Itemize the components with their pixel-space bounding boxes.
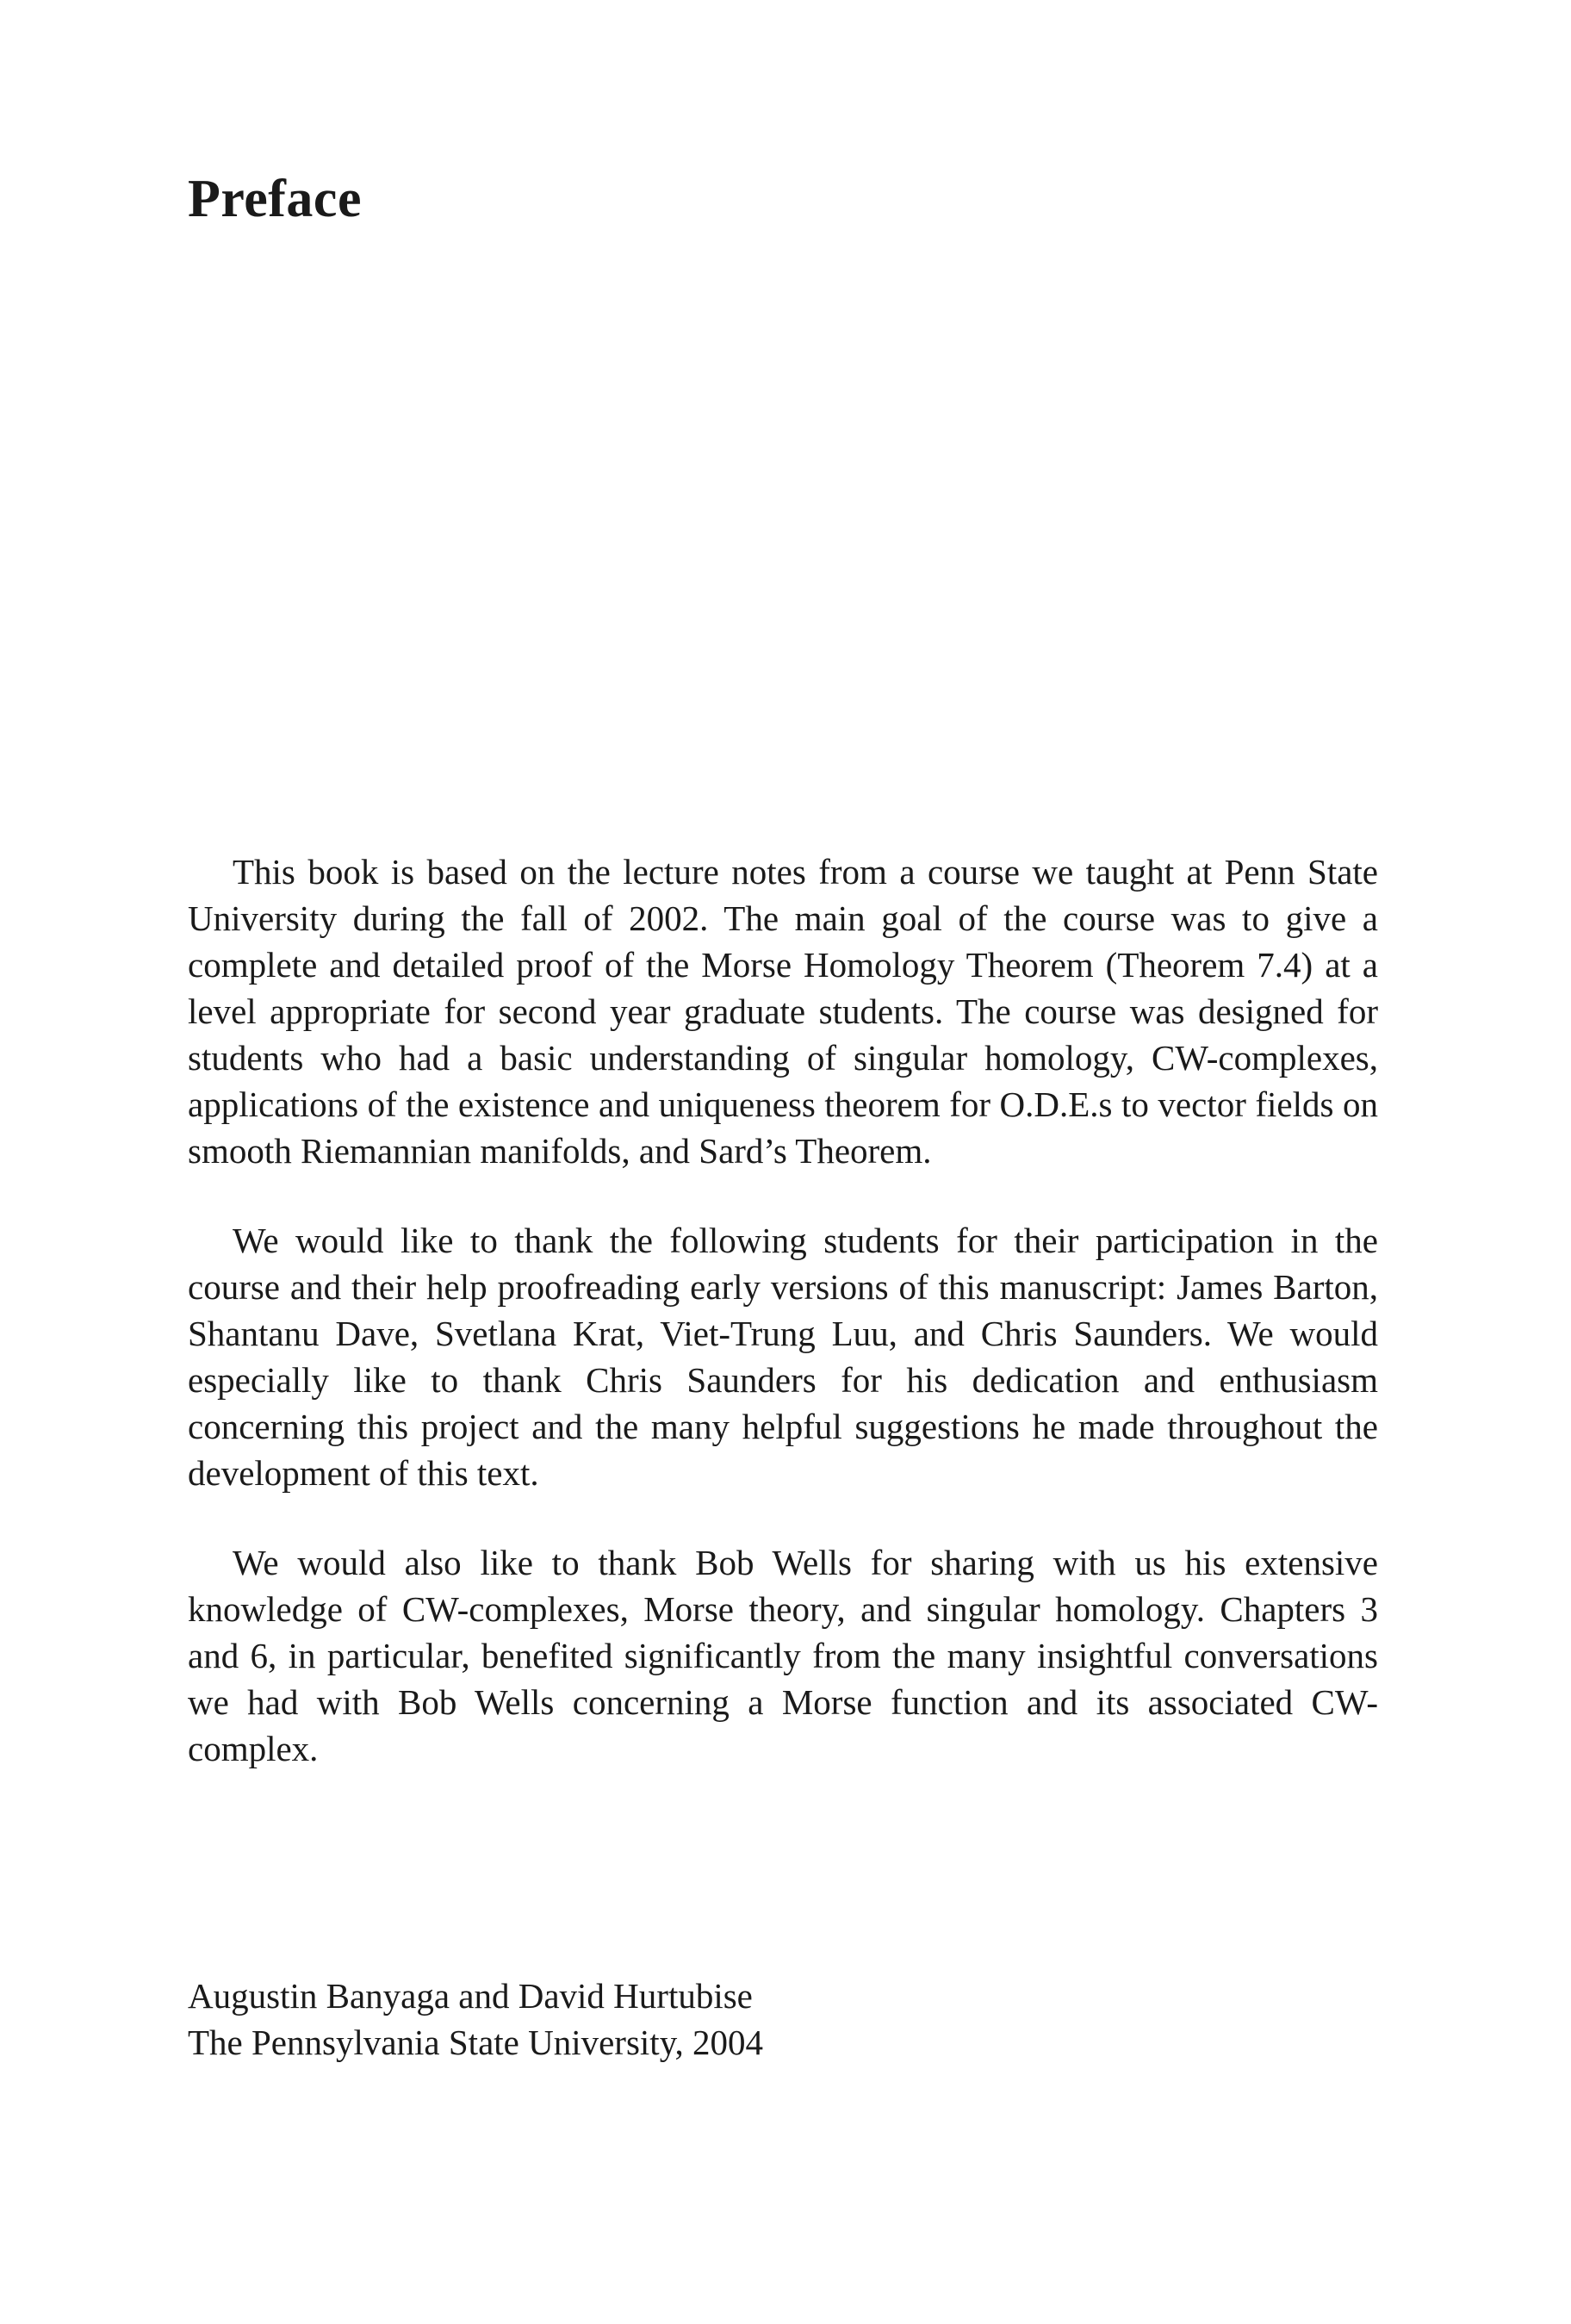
paragraph-bob-wells-thanks: We would also like to thank Bob Wells for sharing with us his extensive knowledge of CW-complexes, Morse theory, and singular homology. Chapters 3 and 6, in particular, benefited significantly from the many insightful conversations we had with Bob Wells concerning a Morse function and its associated CW-complex. — [188, 1543, 1378, 1768]
signature-block — [188, 1973, 1221, 2066]
signature-affiliation: The Pennsylvania State University, 2004 — [188, 2023, 764, 2062]
page-title: Preface — [188, 170, 362, 228]
paragraph-student-thanks: We would like to thank the following students for their participation in the course and their help proofreading early versions of this manuscript: James Barton, Shantanu Dave, Svetlana Krat, Viet-Trung Luu, and Chris Saunders. We would especially like to thank Chris Saunders for his dedication and enthusiasm concerning this project and the many helpful suggestions he made throughout the development of this text. — [188, 1221, 1378, 1493]
preface-body — [188, 848, 1378, 1815]
signature-authors: Augustin Banyaga and David Hurtubise — [188, 1976, 753, 2016]
paragraph-course-description: This book is based on the lecture notes from a course we taught at Penn State University during the fall of 2002. The main goal of the course was to give a complete and detailed proof of the Morse Homology Theorem (Theorem 7.4) at a level appropriate for second year graduate students. The course was designed for students who had a basic understanding of singular homology, CW-complexes, applications of the existence and uniqueness theorem for O.D.E.s to vector fields on smooth Riemannian manifolds, and Sard’s Theorem. — [188, 852, 1378, 1171]
